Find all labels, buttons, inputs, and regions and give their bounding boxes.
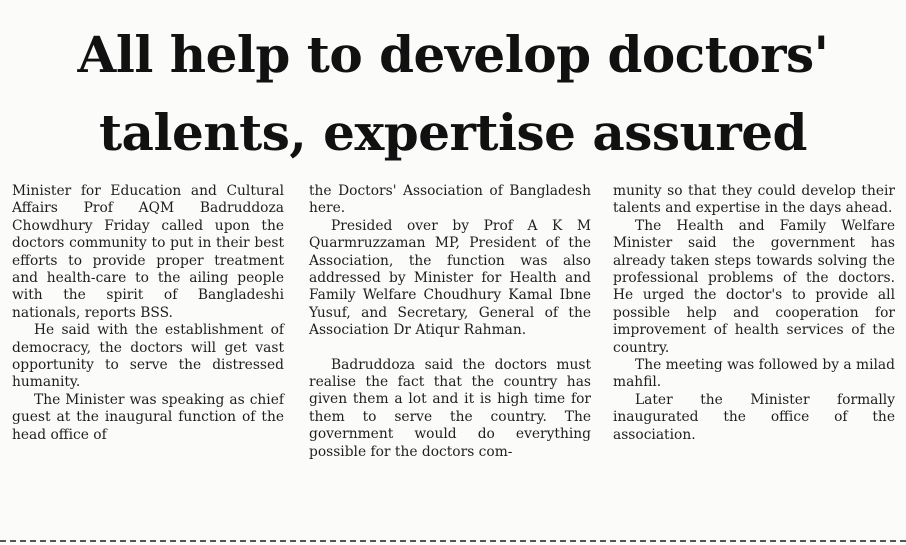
- headline-line-2: talents, expertise assured: [98, 103, 808, 162]
- paragraph: Presided over by Prof A K M Quarmruzzaman MP, President of the Association, the function was also addressed by Minister for Health and Family Welfare Choudhury Kamal Ibne Yusuf, and Secretary, General of the Association Dr Atiqur Rahman.: [309, 217, 591, 339]
- paragraph: Badruddoza said the doctors must realise the fact that the country has given them a lot and it is high time for them to serve the country. The government would do everything possible for the doctors com-: [309, 356, 591, 460]
- paragraph: The Health and Family Welfare Minister said the government has already taken steps towards solving the professional problems of the doctors. He urged the doctor's to provide all possible help and cooperation for improvement of health services of the country.: [613, 217, 895, 356]
- paragraph: Later the Minister formally inaugurated the office of the association.: [613, 391, 895, 443]
- paragraph: the Doctors' Association of Bangladesh here.: [309, 183, 591, 217]
- article-column-3: [613, 183, 895, 444]
- article-column-1: [12, 183, 284, 444]
- paragraph: munity so that they could develop their talents and expertise in the days ahead.: [613, 183, 895, 217]
- paragraph: Minister for Education and Cultural Affairs Prof AQM Badruddoza Chowdhury Friday called upon the doctors community to put in their best efforts to provide proper treatment and health-care to the ailing people with the spirit of Bangladeshi nationals, reports BSS.: [12, 183, 284, 321]
- article-column-2: [309, 183, 591, 461]
- paragraph: He said with the establishment of democracy, the doctors will get vast opportunity to serve the distressed humanity.: [12, 322, 284, 391]
- bottom-divider: [0, 540, 906, 542]
- paragraph: The meeting was followed by a milad mahfil.: [613, 357, 895, 391]
- headline-line-1: All help to develop doctors': [77, 25, 829, 84]
- paragraph: The Minister was speaking as chief guest at the inaugural function of the head office of: [12, 391, 284, 443]
